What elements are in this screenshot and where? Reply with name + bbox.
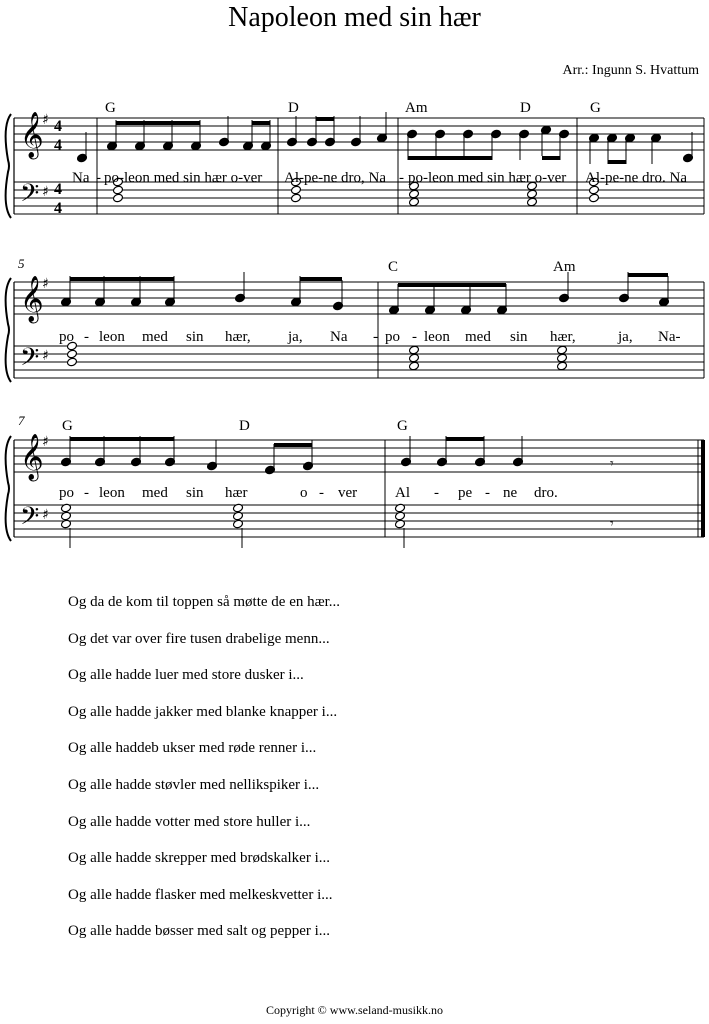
- lyric: -: [373, 329, 378, 345]
- lyric: leon: [424, 329, 450, 345]
- chord-symbol: G: [105, 100, 116, 116]
- time-sig-bottom-bass: 4: [54, 200, 62, 217]
- lyric: Na: [330, 329, 348, 345]
- verse-line: Og alle hadde votter med store huller i...: [68, 813, 311, 830]
- chord-symbol: D: [288, 100, 299, 116]
- chord-symbol: Am: [553, 259, 576, 275]
- lyric: dro.: [534, 485, 558, 501]
- verse-line: Og alle haddeb ukser med røde renner i...: [68, 740, 317, 757]
- lyric: med: [142, 329, 168, 345]
- treble-clef-icon: 𝄞: [20, 112, 44, 158]
- chord-symbol: D: [239, 418, 250, 434]
- verse-line: Og alle hadde støvler med nellikspiker i...: [68, 776, 320, 793]
- notehead: [588, 185, 599, 195]
- lyric: sin: [510, 329, 528, 345]
- beam: [252, 121, 270, 125]
- time-sig-top-bass: 4: [54, 181, 62, 198]
- notehead: [290, 185, 301, 195]
- measure-number: 5: [18, 256, 25, 271]
- notehead: [556, 361, 567, 371]
- lyric: o: [300, 485, 308, 501]
- lyric: ja,: [618, 329, 633, 345]
- treble-clef-icon: 𝄞: [20, 276, 44, 322]
- bass-clef-icon: 𝄢: [20, 343, 40, 378]
- sharp-icon: ♯: [42, 434, 49, 450]
- chord-symbol: G: [590, 100, 601, 116]
- measure-number: 7: [18, 413, 25, 428]
- chord-symbol: Am: [405, 100, 428, 116]
- lyric: ja,: [288, 329, 303, 345]
- verse-list: [68, 592, 340, 958]
- lyric: Na-: [658, 329, 681, 345]
- brace: [6, 278, 11, 382]
- bass-clef-icon: 𝄢: [20, 502, 40, 537]
- lyric: po: [59, 485, 74, 501]
- notehead: [66, 349, 77, 359]
- lyric: hær,: [225, 329, 251, 345]
- beam: [300, 277, 342, 281]
- sharp-icon: ♯: [42, 507, 49, 523]
- notehead: [408, 361, 419, 371]
- lyric: po: [385, 329, 400, 345]
- notehead: [408, 353, 419, 363]
- notehead: [66, 357, 77, 367]
- notehead: [408, 197, 419, 207]
- lyric: -: [96, 170, 101, 186]
- lyric: -: [84, 485, 89, 501]
- eighth-rest-icon: 𝄾: [610, 516, 614, 532]
- arranger-credit: Arr.: Ingunn S. Hvattum: [562, 63, 699, 78]
- lyric: Na: [72, 170, 90, 186]
- beam: [398, 283, 506, 287]
- beam: [408, 156, 492, 160]
- notehead: [556, 353, 567, 363]
- song-title: Napoleon med sin hær: [228, 2, 481, 33]
- lyric: -: [485, 485, 490, 501]
- verse-line: Og det var over fire tusen drabelige menn...: [68, 630, 330, 647]
- beam: [542, 156, 560, 160]
- beam: [316, 117, 334, 121]
- sharp-icon: ♯: [42, 348, 49, 364]
- lyric: Al: [395, 485, 410, 501]
- notehead: [556, 345, 567, 355]
- notehead: [112, 185, 123, 195]
- time-sig-top-treble: 4: [54, 118, 62, 135]
- verse-line: Og alle hadde skrepper med brødskalker i...: [68, 850, 330, 867]
- final-barline-thick: [701, 440, 705, 537]
- lyric: ne: [503, 485, 518, 501]
- lyric: med: [465, 329, 491, 345]
- lyric: ver: [338, 485, 358, 501]
- lyric: -: [319, 485, 324, 501]
- chord-symbol: C: [388, 259, 399, 275]
- lyric: -: [84, 329, 89, 345]
- verse-line: Og alle hadde flasker med melkeskvetter i...: [68, 886, 333, 903]
- beam: [70, 437, 174, 441]
- chord-symbol: D: [520, 100, 531, 116]
- lyric: leon: [99, 485, 125, 501]
- chord-symbol: G: [397, 418, 408, 434]
- brace: [6, 114, 11, 218]
- lyric: -: [412, 329, 417, 345]
- brace: [6, 436, 11, 541]
- notehead: [588, 193, 599, 203]
- lyric: hær,: [550, 329, 576, 345]
- verse-line: Og da de kom til toppen så møtte de en hær...: [68, 594, 341, 610]
- lyric: -: [434, 485, 439, 501]
- beam: [116, 121, 200, 125]
- lyric: po: [59, 329, 74, 345]
- copyright-notice: Copyright © www.seland-musikk.no: [266, 1003, 443, 1017]
- lyric: sin: [186, 485, 204, 501]
- notehead: [290, 193, 301, 203]
- notehead: [408, 345, 419, 355]
- verse-line: Og alle hadde bøsser med salt og pepper i...: [68, 923, 331, 940]
- notehead: [112, 193, 123, 203]
- notehead: [408, 189, 419, 199]
- lyric: po-leon med sin hær o-ver: [408, 170, 567, 186]
- sharp-icon: ♯: [42, 184, 49, 200]
- bass-clef-icon: 𝄢: [20, 179, 40, 214]
- notehead: [526, 189, 537, 199]
- lyric: -: [399, 170, 404, 186]
- beam: [608, 160, 626, 164]
- lyric: sin: [186, 329, 204, 345]
- lyric: med: [142, 485, 168, 501]
- beam: [274, 443, 312, 447]
- sharp-icon: ♯: [42, 112, 49, 128]
- eighth-rest-icon: 𝄾: [610, 456, 614, 472]
- sharp-icon: ♯: [42, 276, 49, 292]
- verse-line: Og alle hadde jakker med blanke knapper i...: [68, 703, 338, 720]
- chord-symbol: G: [62, 418, 73, 434]
- treble-clef-icon: 𝄞: [20, 434, 44, 480]
- verse-line: Og alle hadde luer med store dusker i...: [68, 667, 304, 684]
- time-sig-bottom-treble: 4: [54, 137, 62, 154]
- lyric: leon: [99, 329, 125, 345]
- lyric: hær: [225, 485, 248, 501]
- beam: [446, 437, 484, 441]
- lyric: pe: [458, 485, 473, 501]
- beam: [628, 273, 668, 277]
- beam: [70, 277, 174, 281]
- lyric: po-leon med sin hær o-ver: [104, 170, 263, 186]
- lyric: Al-pe-ne dro. Na: [585, 170, 688, 186]
- lyric: Al-pe-ne dro, Na: [284, 170, 387, 186]
- notehead: [526, 197, 537, 207]
